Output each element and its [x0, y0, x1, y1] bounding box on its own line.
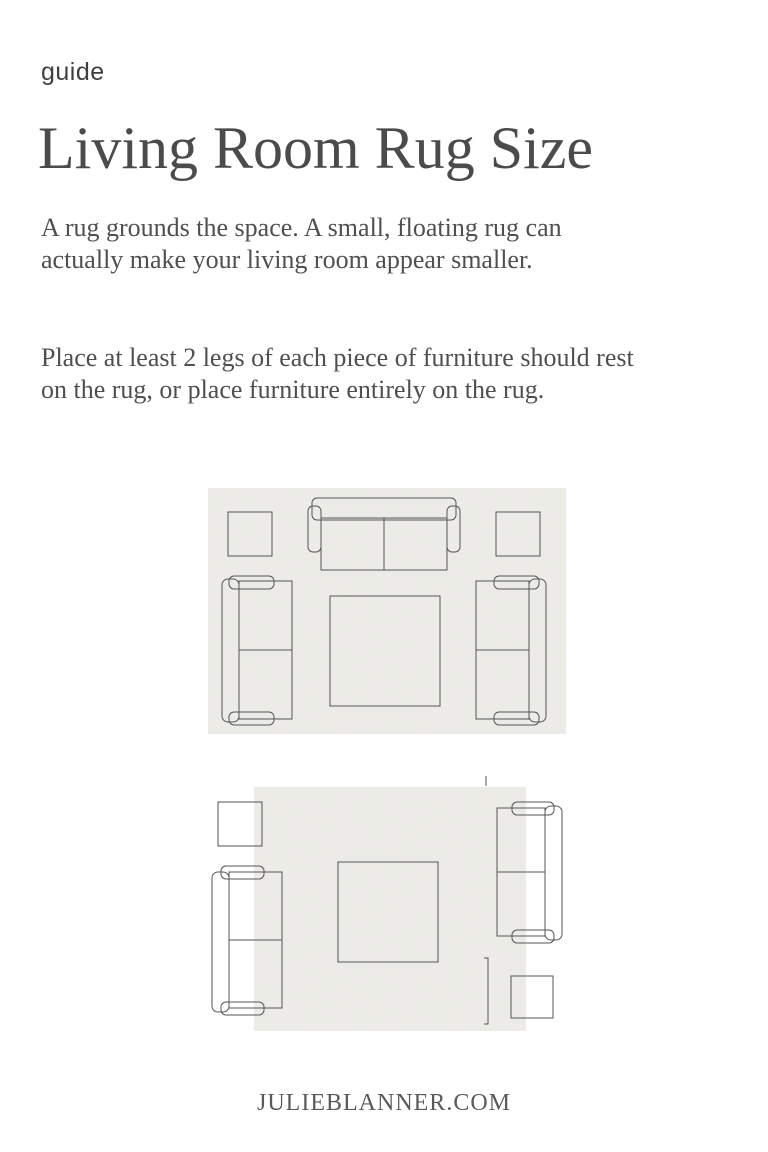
site-footer: JULIEBLANNER.COM — [257, 1090, 511, 1116]
intro-paragraph: A rug grounds the space. A small, floating rug can actually make your living room appear smaller. — [41, 213, 562, 274]
layout-front-legs-on-rug — [212, 776, 562, 1031]
layout-all-on-rug — [208, 488, 566, 734]
eyebrow-label: guide — [41, 58, 105, 86]
placement-paragraph: Place at least 2 legs of each piece of furniture should rest on the rug, or place furniture entirely on the rug. — [41, 343, 634, 404]
page-title: Living Room Rug Size — [38, 115, 593, 181]
